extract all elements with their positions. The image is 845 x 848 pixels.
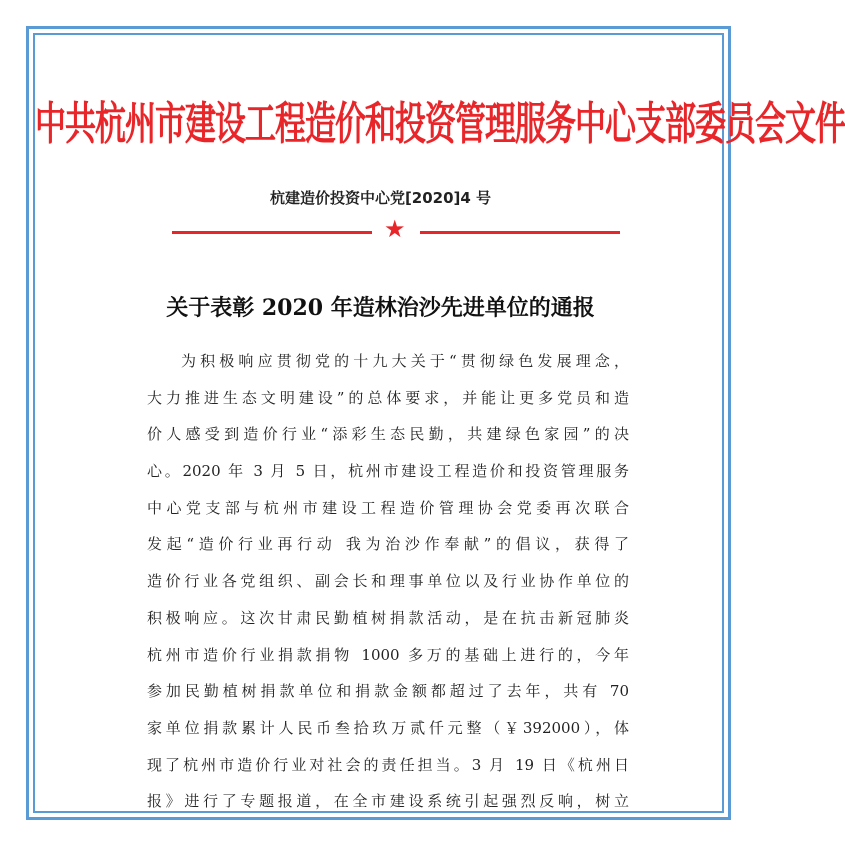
divider-line-left <box>172 231 372 234</box>
body-line: 造价行业各党组织、副会长和理事单位以及行业协作单位的 <box>147 572 629 591</box>
body-line: 报》进行了专题报道，在全市建设系统引起强烈反响，树立 <box>147 792 629 811</box>
body-line: 心。2020 年 3 月 5 日，杭州市建设工程造价和投资管理服务 <box>147 462 629 481</box>
body-line: 发起“造价行业再行动 我为治沙作奉献”的倡议，获得了 <box>147 535 629 554</box>
notice-title: 关于表彰 2020 年造林治沙先进单位的通报 <box>166 295 595 321</box>
document-number: 杭建造价投资中心党[2020]4 号 <box>269 189 492 207</box>
body-line: 大力推进生态文明建设”的总体要求，并能让更多党员和造 <box>147 388 629 407</box>
body-line: 中心党支部与杭州市建设工程造价管理协会党委再次联合 <box>147 498 629 517</box>
body-text <box>147 343 629 820</box>
red-divider <box>172 215 620 243</box>
org-title: 中共杭州市建设工程造价和投资管理服务中心支部委员会文件 <box>35 98 845 151</box>
body-line: 家单位捐款累计人民币叁拾玖万贰仟元整（￥392000），体 <box>147 718 629 737</box>
body-line: 价人感受到造价行业“添彩生态民勤，共建绿色家园”的决 <box>147 425 629 444</box>
body-line: 现了杭州市造价行业对社会的责任担当。3 月 19 日《杭州日 <box>147 755 629 774</box>
body-line: 为积极响应贯彻党的十九大关于“贯彻绿色发展理念， <box>181 352 629 370</box>
divider-line-right <box>420 231 620 234</box>
document-page <box>33 33 845 813</box>
star-icon: ★ <box>384 215 406 243</box>
body-line: 参加民勤植树捐款单位和捐款金额都超过了去年，共有 70 <box>147 682 629 701</box>
body-line: 积极响应。这次甘肃民勤植树捐款活动，是在抗击新冠肺炎 <box>147 608 629 627</box>
body-line: 杭州市造价行业捐款捐物 1000 多万的基础上进行的，今年 <box>147 645 629 664</box>
